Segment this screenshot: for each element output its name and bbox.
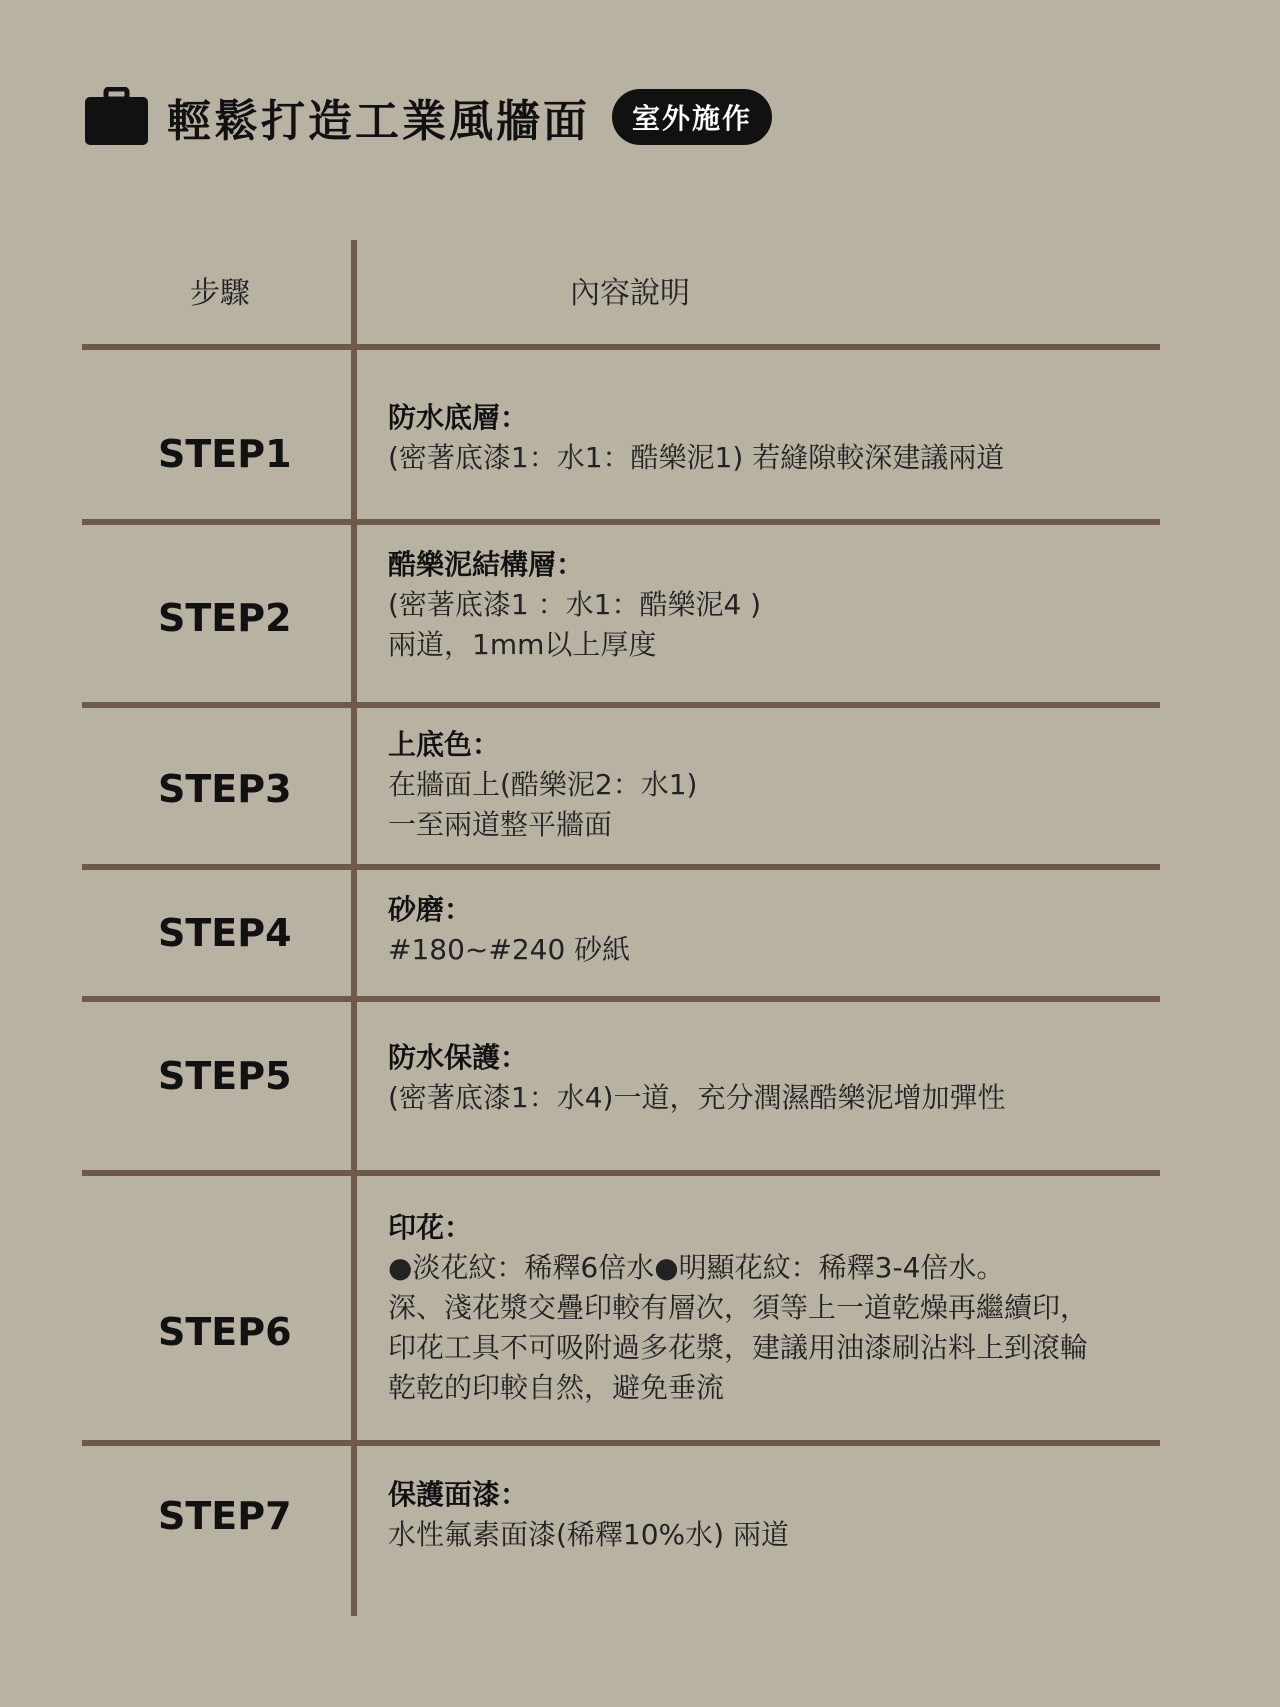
outdoor-badge: 室外施作 (612, 89, 772, 145)
step-detail-line: (密著底漆1 ：水1：酷樂泥4 ) (388, 588, 762, 621)
row-divider (82, 1440, 1160, 1446)
column-divider (351, 240, 357, 1616)
step-detail-line: 印花工具不可吸附過多花漿，建議用油漆刷沾料上到滾輪 (388, 1331, 1089, 1364)
row-divider (82, 344, 1160, 350)
row-divider (82, 519, 1160, 525)
step-label: STEP1 (158, 432, 292, 476)
step-detail-line: 乾乾的印較自然，避免垂流 (388, 1371, 725, 1404)
page-title: 輕鬆打造工業風牆面 (167, 96, 590, 147)
row-divider (82, 702, 1160, 708)
step-label: STEP4 (158, 911, 292, 955)
row-divider (82, 864, 1160, 870)
step-description (388, 1475, 1228, 1555)
step-detail-line: ●淡花紋：稀釋6倍水●明顯花紋：稀釋3-4倍水。 (388, 1251, 1005, 1284)
step-detail-line: (密著底漆1：水1：酷樂泥1) 若縫隙較深建議兩道 (388, 441, 1005, 474)
step-label: STEP7 (158, 1494, 292, 1538)
step-detail-line: 兩道，1mm以上厚度 (388, 628, 657, 661)
step-detail-line: #180~#240 砂紙 (388, 933, 631, 966)
briefcase-icon (84, 87, 149, 147)
step-label: STEP6 (158, 1310, 292, 1354)
step-detail-line: (密著底漆1：水4)一道，充分潤濕酷樂泥增加彈性 (388, 1081, 1006, 1114)
step-description (388, 1208, 1228, 1408)
page-header (84, 84, 772, 150)
step-detail-line: 在牆面上(酷樂泥2：水1) (388, 768, 698, 801)
row-divider (82, 996, 1160, 1002)
step-label: STEP2 (158, 596, 292, 640)
column-header-step: 步驟 (190, 276, 250, 311)
row-divider (82, 1170, 1160, 1176)
step-title: 砂磨： (388, 893, 473, 926)
step-title: 酷樂泥結構層： (388, 548, 585, 581)
step-description (388, 1038, 1228, 1118)
column-header-description: 內容說明 (570, 276, 690, 311)
step-detail-line: 水性氟素面漆(稀釋10%水) 兩道 (388, 1518, 789, 1551)
step-description (388, 545, 1228, 665)
step-title: 上底色： (388, 728, 501, 761)
step-description (388, 725, 1228, 845)
step-title: 保護面漆： (388, 1478, 529, 1511)
step-description (388, 890, 1228, 970)
step-title: 防水底層： (388, 401, 529, 434)
step-label: STEP5 (158, 1054, 292, 1098)
step-label: STEP3 (158, 767, 292, 811)
step-detail-line: 深、淺花漿交疊印較有層次，須等上一道乾燥再繼續印， (388, 1291, 1089, 1324)
step-title: 防水保護： (388, 1041, 529, 1074)
step-title: 印花： (388, 1211, 473, 1244)
step-description (388, 398, 1228, 478)
step-detail-line: 一至兩道整平牆面 (388, 808, 613, 841)
